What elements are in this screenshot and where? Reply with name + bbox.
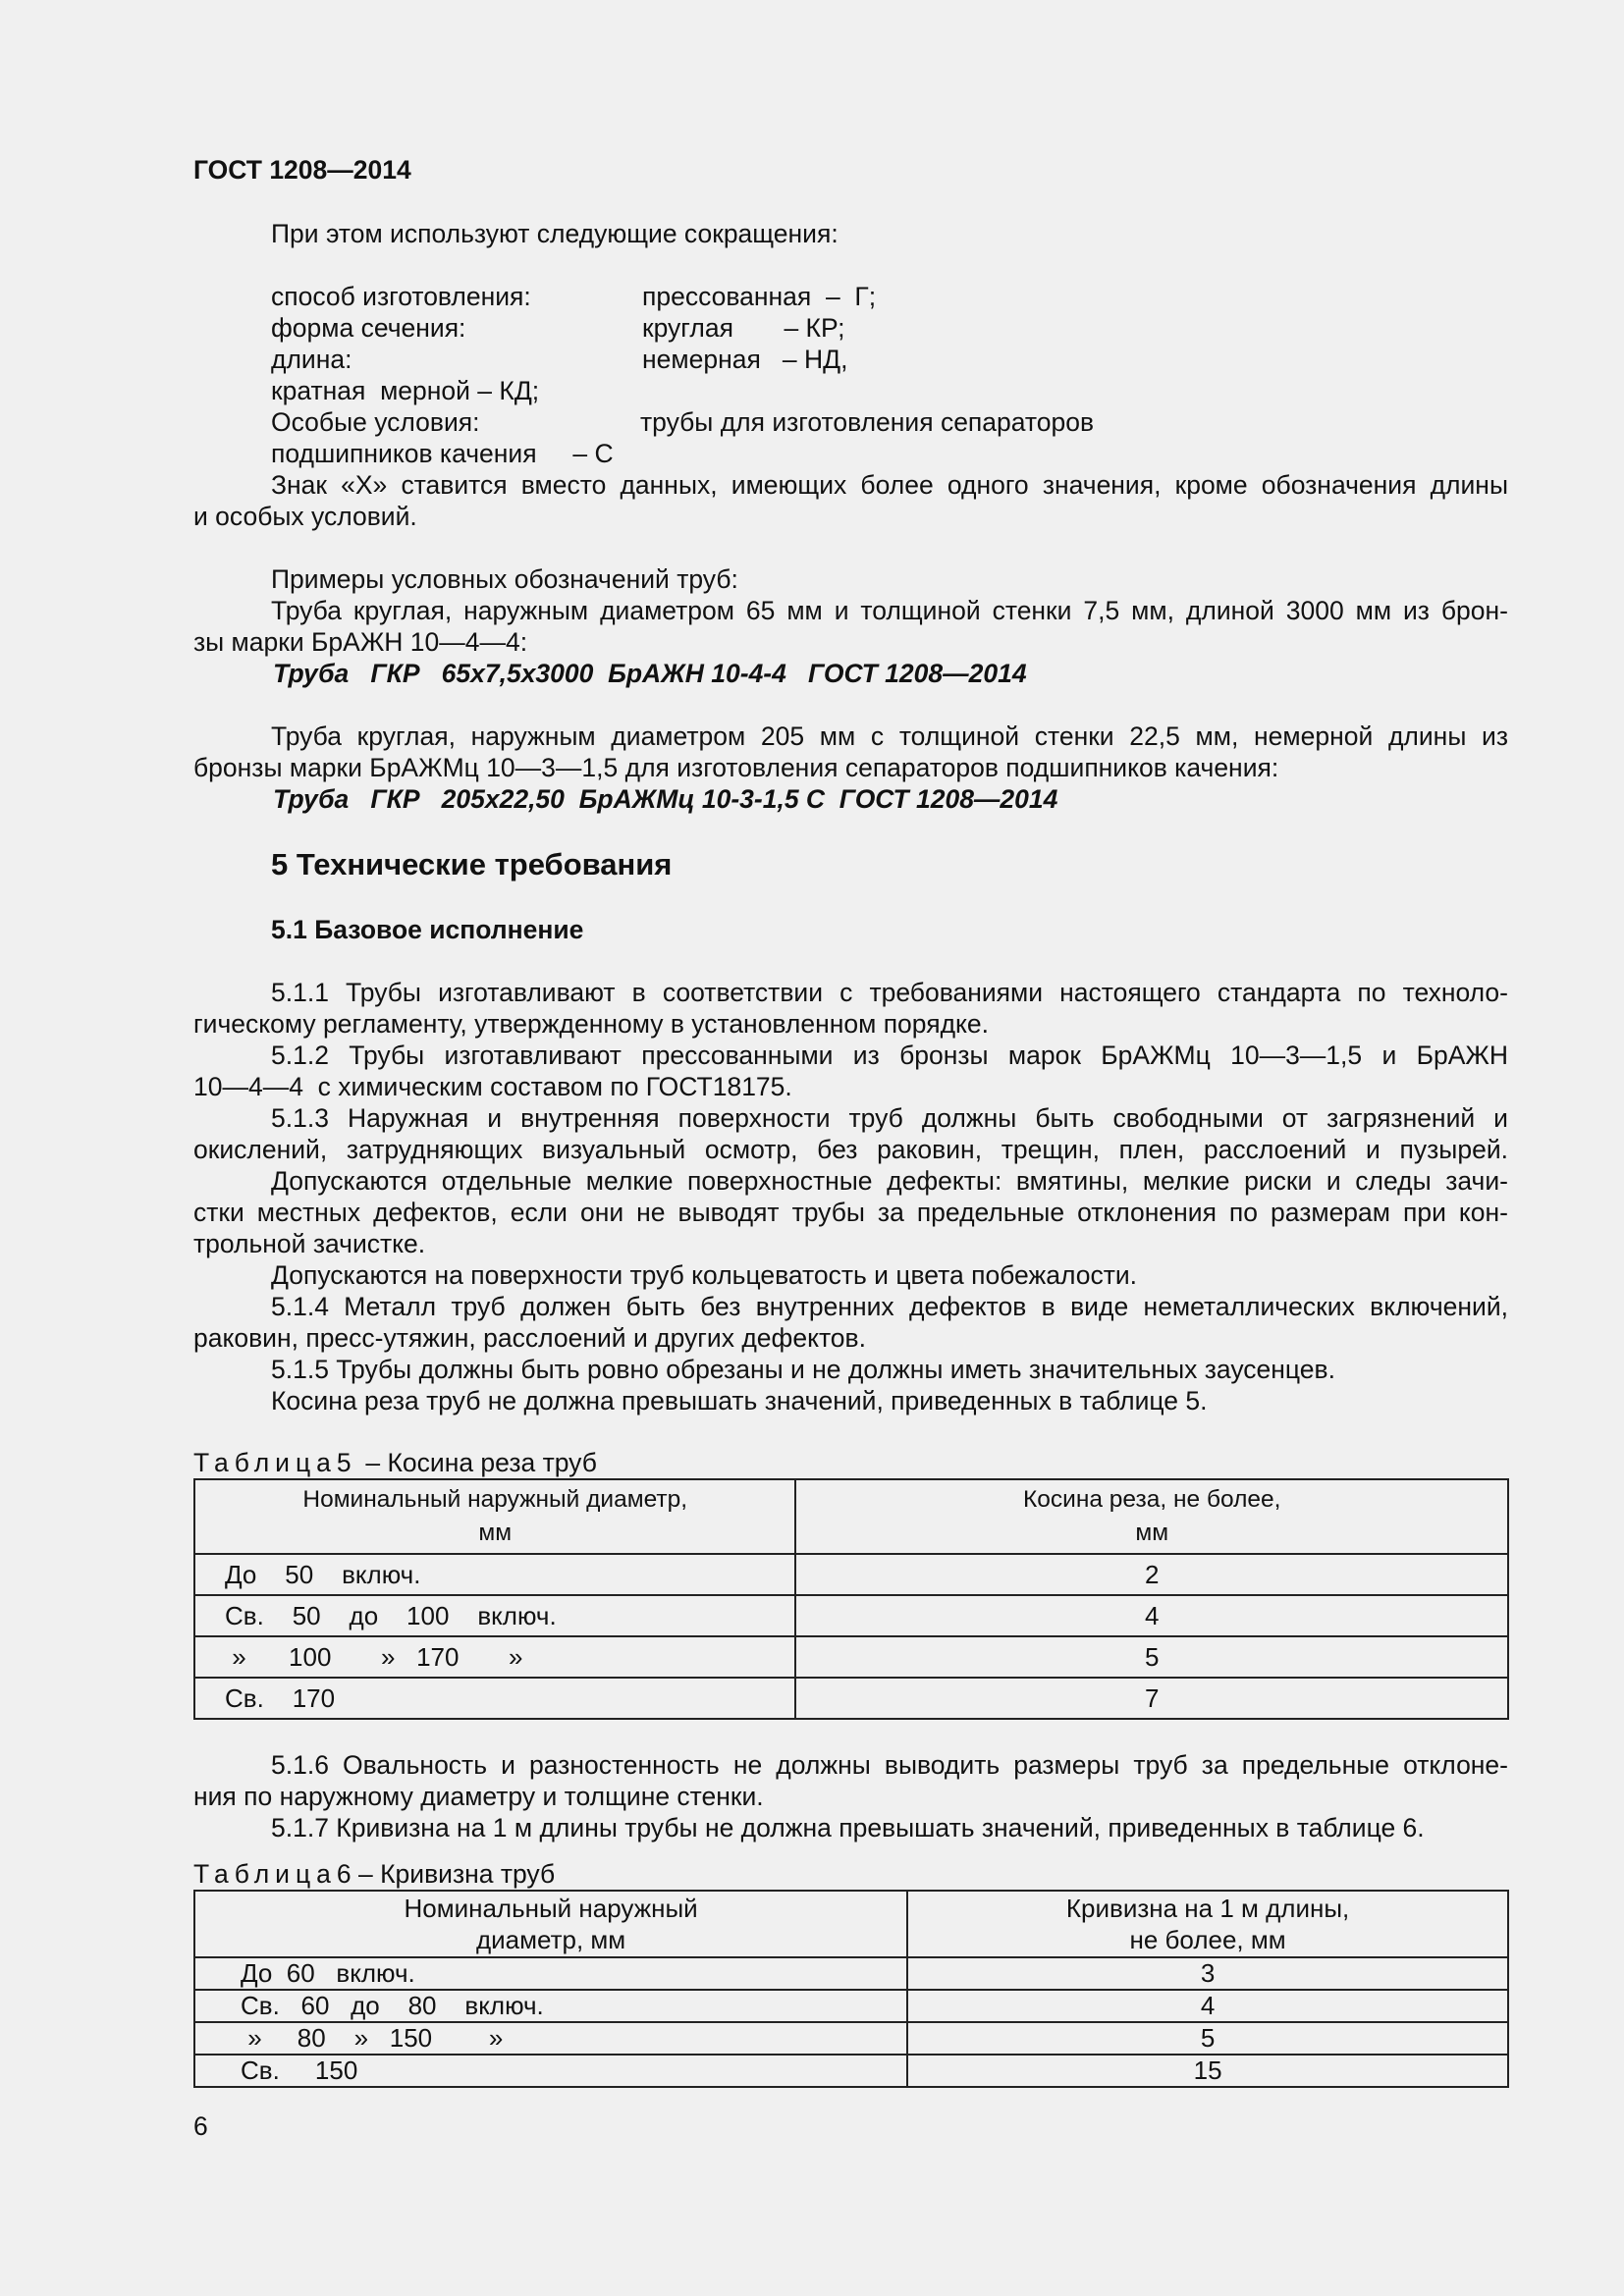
para-5-1-5: 5.1.5 Трубы должны быть ровно обрезаны и не должны иметь значительных заусенцев.	[271, 1355, 1335, 1384]
para-defects: Допускаются отдельные мелкие поверхностные дефекты: вмятины, мелкие риски и следы зачи-	[271, 1166, 1508, 1196]
table-row	[194, 1554, 1508, 1595]
table-header-row	[194, 1891, 1508, 1957]
table-cell: 4	[795, 1595, 1508, 1636]
table-cell: До 50 включ.	[194, 1554, 795, 1595]
table-row	[194, 1595, 1508, 1636]
table-cell: Св. 150	[194, 2055, 907, 2087]
para-5-1-6-cont: ния по наружному диаметру и толщине стенки.	[193, 1782, 764, 1811]
para-5-1-1: 5.1.1 Трубы изготавливают в соответствии с требованиями настоящего стандарта по техноло-	[271, 978, 1508, 1007]
table-6	[193, 1890, 1509, 2088]
header-text: Косина реза, не более,	[1023, 1486, 1281, 1513]
abbrev-label: способ изготовления:	[271, 282, 531, 311]
para-5-1-3: 5.1.3 Наружная и внутренняя поверхности труб должны быть свободными от загрязнений и	[271, 1103, 1508, 1133]
caption-word: Таблица	[193, 1448, 337, 1477]
para-5-1-4: 5.1.4 Металл труб должен быть без внутренних дефектов в виде неметаллических включений,	[271, 1292, 1508, 1321]
abbrev-label: Особые условия:	[271, 407, 480, 437]
header-text: Номинальный наружный диаметр,	[302, 1486, 688, 1513]
abbrev-label: кратная мерной – КД;	[271, 376, 540, 405]
abbrev-value: трубы для изготовления сепараторов	[640, 407, 1095, 437]
table-6-caption	[193, 1858, 555, 1890]
section-5-title: 5 Технические требования	[271, 847, 673, 881]
table-cell: » 100 » 170 »	[194, 1636, 795, 1678]
abbrev-label: подшипников качения – С	[271, 439, 614, 468]
example-1-designation: Труба ГКР 65х7,5х3000 БрАЖН 10-4-4 ГОСТ 1208—2014	[273, 659, 1027, 688]
table-row	[194, 2022, 1508, 2055]
example-2-text: Труба круглая, наружным диаметром 205 мм с толщиной стенки 22,5 мм, немерной длины из	[271, 721, 1508, 751]
table-header-cell	[194, 1479, 795, 1554]
table-header-cell	[907, 1891, 1508, 1957]
abbrev-note-cont: и особых условий.	[193, 502, 417, 531]
header-text: Номинальный наружный	[404, 1894, 698, 1923]
abbrev-value: немерная – НД,	[642, 345, 848, 374]
table-row	[194, 2055, 1508, 2087]
header-text: диаметр, мм	[475, 1925, 626, 1954]
page-number: 6	[193, 2111, 208, 2141]
document-header-code: ГОСТ 1208—2014	[193, 155, 411, 185]
header-text: мм	[478, 1520, 513, 1546]
caption-word: Таблица	[193, 1859, 337, 1889]
para-5-1-4-cont: раковин, пресс-утяжин, расслоений и других дефектов.	[193, 1323, 866, 1353]
abbrev-label: форма сечения:	[271, 313, 466, 343]
caption-rest: 6 – Кривизна труб	[336, 1859, 556, 1889]
table-5	[193, 1478, 1509, 1720]
header-text: Кривизна на 1 м длины,	[1065, 1894, 1350, 1923]
abbrev-value: прессованная – Г;	[642, 282, 877, 311]
example-2-text-cont: бронзы марки БрАЖМц 10—3—1,5 для изготовления сепараторов подшипников качения:	[193, 753, 1279, 782]
abbrev-value: круглая – КР;	[642, 313, 845, 343]
table-cell: 5	[907, 2022, 1508, 2055]
para-5-1-2-cont: 10—4—4 с химическим составом по ГОСТ18175.	[193, 1072, 792, 1101]
examples-title: Примеры условных обозначений труб:	[271, 564, 738, 594]
para-5-1-6: 5.1.6 Овальность и разностенность не должны выводить размеры труб за предельные отклоне-	[271, 1750, 1508, 1780]
table-cell: Св. 50 до 100 включ.	[194, 1595, 795, 1636]
caption-rest: 5 – Косина реза труб	[336, 1448, 597, 1477]
table-cell: До 60 включ.	[194, 1957, 907, 1990]
para-defects-end: трольной зачистке.	[193, 1229, 426, 1258]
table-cell: 2	[795, 1554, 1508, 1595]
table-row	[194, 1957, 1508, 1990]
table-row	[194, 1678, 1508, 1719]
table-header-cell	[795, 1479, 1508, 1554]
table-row	[194, 1990, 1508, 2022]
table-cell: Св. 170	[194, 1678, 795, 1719]
table-header-cell	[194, 1891, 907, 1957]
table-cell: » 80 » 150 »	[194, 2022, 907, 2055]
header-text: мм	[1135, 1520, 1169, 1546]
table-cell: 3	[907, 1957, 1508, 1990]
para-tarnish: Допускаются на поверхности труб кольцеватость и цвета побежалости.	[271, 1260, 1138, 1290]
para-cut-skew: Косина реза труб не должна превышать значений, приведенных в таблице 5.	[271, 1386, 1208, 1415]
table-cell: 7	[795, 1678, 1508, 1719]
para-5-1-7: 5.1.7 Кривизна на 1 м длины трубы не должна превышать значений, приведенных в таблице 6.	[271, 1813, 1425, 1842]
table-cell: 15	[907, 2055, 1508, 2087]
para-5-1-3-cont: окислений, затрудняющих визуальный осмотр, без раковин, трещин, плен, расслоений и пузырей.	[193, 1135, 1508, 1164]
subsection-5-1-title: 5.1 Базовое исполнение	[271, 915, 584, 944]
abbreviations-intro: При этом используют следующие сокращения:	[271, 219, 839, 248]
table-cell: 5	[795, 1636, 1508, 1678]
abbrev-label: длина:	[271, 345, 352, 374]
table-cell: Св. 60 до 80 включ.	[194, 1990, 907, 2022]
table-cell: 4	[907, 1990, 1508, 2022]
para-5-1-1-cont: гическому регламенту, утвержденному в установленном порядке.	[193, 1009, 990, 1039]
table-row	[194, 1636, 1508, 1678]
example-1-text: Труба круглая, наружным диаметром 65 мм и толщиной стенки 7,5 мм, длиной 3000 мм из брон-	[271, 596, 1508, 625]
para-defects-cont: стки местных дефектов, если они не выводят трубы за предельные отклонения по размерам при кон-	[193, 1198, 1508, 1227]
para-5-1-2: 5.1.2 Трубы изготавливают прессованными из бронзы марок БрАЖМц 10—3—1,5 и БрАЖН	[271, 1041, 1508, 1070]
table-header-row	[194, 1479, 1508, 1554]
table-5-caption	[193, 1447, 597, 1478]
example-2-designation: Труба ГКР 205х22,50 БрАЖМц 10-3-1,5 С ГОСТ 1208—2014	[273, 784, 1058, 814]
header-text: не более, мм	[1129, 1925, 1286, 1954]
example-1-text-cont: зы марки БрАЖН 10—4—4:	[193, 627, 528, 657]
abbrev-note: Знак «Х» ставится вместо данных, имеющих более одного значения, кроме обозначения длины	[271, 470, 1508, 500]
